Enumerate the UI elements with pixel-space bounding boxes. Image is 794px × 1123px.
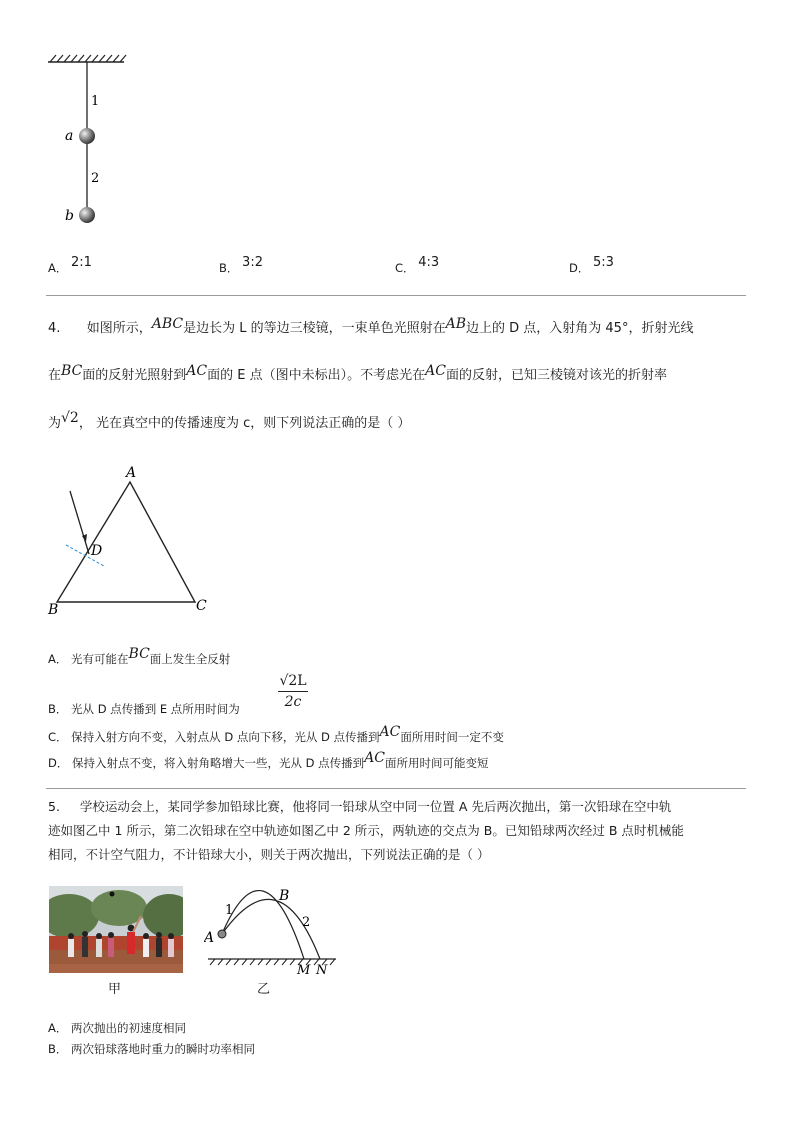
label-D: D bbox=[91, 543, 103, 559]
caption-yi: 乙 bbox=[257, 982, 271, 997]
pendulum-figure bbox=[40, 50, 140, 240]
q3-option-c[interactable] bbox=[395, 255, 440, 275]
math-ab: AB bbox=[445, 316, 466, 332]
caption-jia: 甲 bbox=[108, 982, 122, 997]
q4-text: 面的反射光照射到 bbox=[82, 368, 187, 383]
fraction-denominator: 2c bbox=[284, 694, 302, 710]
q4-text: 在 bbox=[48, 368, 62, 383]
q4-option-d[interactable] bbox=[48, 750, 489, 770]
q5-text: 学校运动会上，某同学参加铅球比赛，他将同一铅球从空中同一位置 A 先后两次抛出，第一次铅球在空中轨 bbox=[79, 799, 672, 814]
launch-ball bbox=[218, 930, 226, 938]
q4-text: 边上的 D 点，入射角为 45°，折射光线 bbox=[466, 321, 694, 336]
label-A: A bbox=[126, 465, 137, 481]
math-bc: BC bbox=[61, 363, 83, 379]
q3-option-b[interactable] bbox=[219, 255, 263, 275]
math-abc: ABC bbox=[151, 316, 184, 332]
label-point-B: B bbox=[279, 888, 290, 904]
trajectory-figure bbox=[204, 876, 344, 976]
math-bc-opt: BC bbox=[128, 646, 150, 662]
prism-figure bbox=[44, 462, 220, 622]
q4-option-d-text: 面所用时间可能变短 bbox=[385, 756, 489, 770]
math-ac-2: AC bbox=[425, 363, 446, 379]
q5-number: 5. bbox=[48, 799, 60, 814]
label-C: C bbox=[196, 598, 207, 614]
q4-option-c[interactable] bbox=[48, 724, 504, 744]
label-B: B bbox=[48, 602, 59, 618]
label-traj-2: 2 bbox=[302, 915, 311, 930]
q3-option-a-value: 2:1 bbox=[71, 255, 92, 270]
q4-option-c-text: 面所用时间一定不变 bbox=[400, 730, 504, 744]
q4-text: 面的 E 点（图中未标出）。不考虑光在 bbox=[207, 368, 426, 383]
prism-triangle bbox=[57, 482, 195, 602]
q3-option-b-value: 3:2 bbox=[242, 255, 263, 270]
label-traj-1: 1 bbox=[225, 903, 234, 918]
shot-put-photo bbox=[49, 886, 183, 973]
q4-text: ， 光在真空中的传播速度为 c，则下列说法正确的是（ ） bbox=[78, 416, 411, 431]
q4-option-b[interactable] bbox=[48, 704, 240, 716]
q4-option-c-text: C． 保持入射方向不变，入射点从 D 点向下移，光从 D 点传播到 bbox=[48, 730, 380, 744]
q4-line-2 bbox=[48, 363, 667, 383]
math-ac: AC bbox=[186, 363, 208, 379]
q4-text: 是边长为 L 的等边三棱镜，一束单色光照射在 bbox=[183, 321, 446, 336]
q3-option-d-value: 5:3 bbox=[593, 255, 614, 270]
label-ball-b: b bbox=[65, 208, 74, 224]
label-point-N: N bbox=[316, 963, 328, 976]
q4-option-a-text: 面上发生全反射 bbox=[149, 652, 231, 666]
q3-option-d-letter: D． bbox=[569, 261, 590, 275]
math-ac-opt-c: AC bbox=[379, 724, 401, 740]
q5-line-3: 相同，不计空气阻力，不计铅球大小，则关于两次抛出，下列说法正确的是（ ） bbox=[48, 847, 490, 862]
q5-line-2: 迹如图乙中 1 所示，第二次铅球在空中轨迹如图乙中 2 所示，两轨迹的交点为 B。已知铅球两次经过 B 点时机械能 bbox=[48, 823, 684, 838]
q4-line-3 bbox=[48, 410, 411, 431]
ball-a bbox=[79, 128, 95, 144]
ball-b bbox=[79, 207, 95, 223]
q3-option-b-letter: B． bbox=[219, 261, 239, 275]
fraction-bar bbox=[278, 691, 308, 692]
divider-2 bbox=[46, 788, 746, 789]
q5-line-1 bbox=[48, 801, 671, 814]
label-string-2: 2 bbox=[91, 171, 100, 186]
trajectory-1 bbox=[222, 891, 304, 959]
fraction-numerator: √2L bbox=[279, 673, 307, 689]
q5-option-b[interactable]: B． 两次铅球落地时重力的瞬时功率相同 bbox=[48, 1042, 256, 1056]
q4-text: 为 bbox=[48, 416, 62, 431]
q5-option-a[interactable]: A． 两次抛出的初速度相同 bbox=[48, 1021, 187, 1035]
q3-option-c-letter: C． bbox=[395, 261, 415, 275]
q4-option-d-text: D． 保持入射点不变，将入射角略增大一些，光从 D 点传播到 bbox=[48, 756, 365, 770]
q4-option-a[interactable] bbox=[48, 646, 231, 666]
q3-option-c-value: 4:3 bbox=[418, 255, 440, 270]
fraction-sqrt2L-over-2c bbox=[276, 673, 310, 710]
math-sqrt2: √2 bbox=[61, 410, 79, 426]
label-point-A: A bbox=[204, 930, 215, 946]
q4-option-a-text: A． 光有可能在 bbox=[48, 652, 129, 666]
label-point-M: M bbox=[297, 963, 311, 976]
q4-number: 4. bbox=[48, 321, 61, 336]
shot-put-photo-scene bbox=[49, 886, 183, 973]
ceiling-hatch bbox=[50, 55, 126, 62]
q3-option-a-letter: A． bbox=[48, 261, 68, 275]
label-string-1: 1 bbox=[91, 94, 100, 109]
q3-option-a[interactable] bbox=[48, 255, 92, 275]
q4-text: 如图所示， bbox=[86, 321, 152, 336]
q4-text: 面的反射，已知三棱镜对该光的折射率 bbox=[445, 368, 667, 383]
q3-option-d[interactable] bbox=[569, 255, 614, 275]
math-ac-opt-d: AC bbox=[364, 750, 386, 766]
q4-line-1 bbox=[48, 316, 694, 336]
label-ball-a: a bbox=[65, 128, 74, 144]
divider-1 bbox=[46, 295, 746, 296]
q4-option-b-text: B． 光从 D 点传播到 E 点所用时间为 bbox=[48, 702, 240, 716]
incident-ray bbox=[70, 491, 89, 554]
